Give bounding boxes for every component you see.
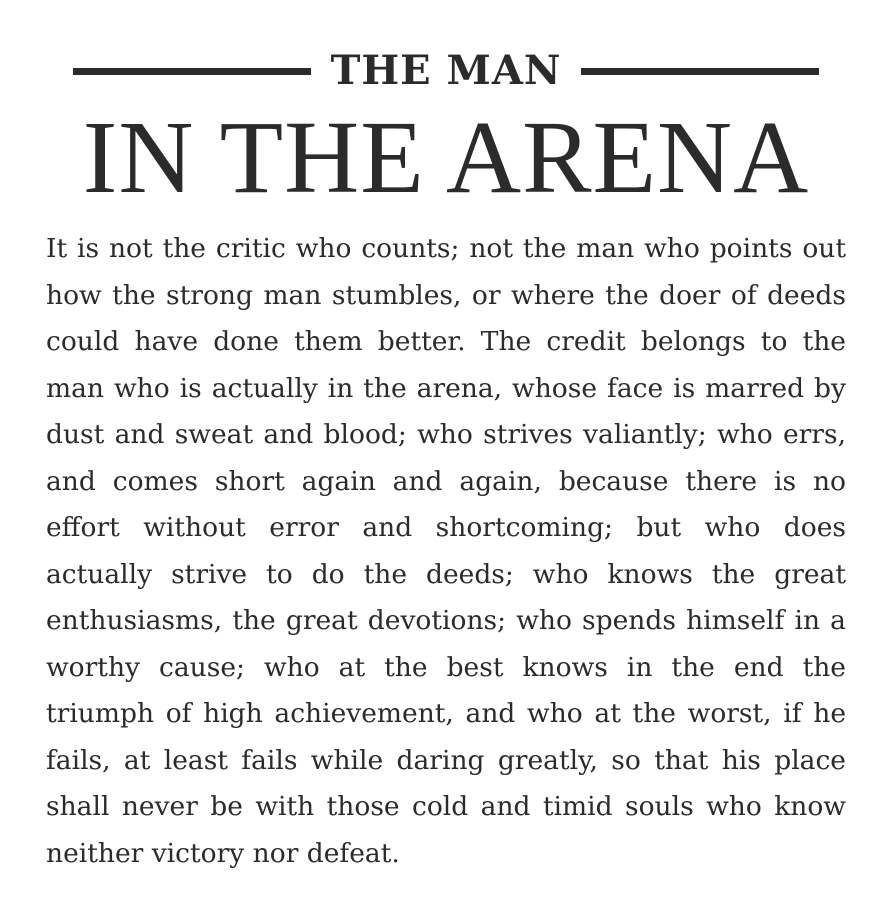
- kicker-row: [46, 42, 846, 100]
- quote-body: It is not the critic who counts; not the man who points out how the strong man stumbles, or where the doer of deeds could have done them better. The credit belongs to the man who is actually in the arena, whose face is marred by dust and sweat and blood; who strives valiantly; who errs, and comes short again and again, because there is no effort without error and shortcoming; but who does actually strive to do the deeds; who knows the great enthusiasms, the great devotions; who spends himself in a worthy cause; who at the best knows in the end the triumph of high achievement, and who at the worst, if he fails, at least fails while daring greatly, so that his place shall never be with those cold and timid souls who know neither victory nor defeat.: [46, 233, 846, 869]
- rule-left: [73, 68, 311, 75]
- rule-right: [581, 68, 819, 75]
- kicker-text: THE MAN: [330, 47, 562, 94]
- page-title: IN THE ARENA: [82, 100, 810, 215]
